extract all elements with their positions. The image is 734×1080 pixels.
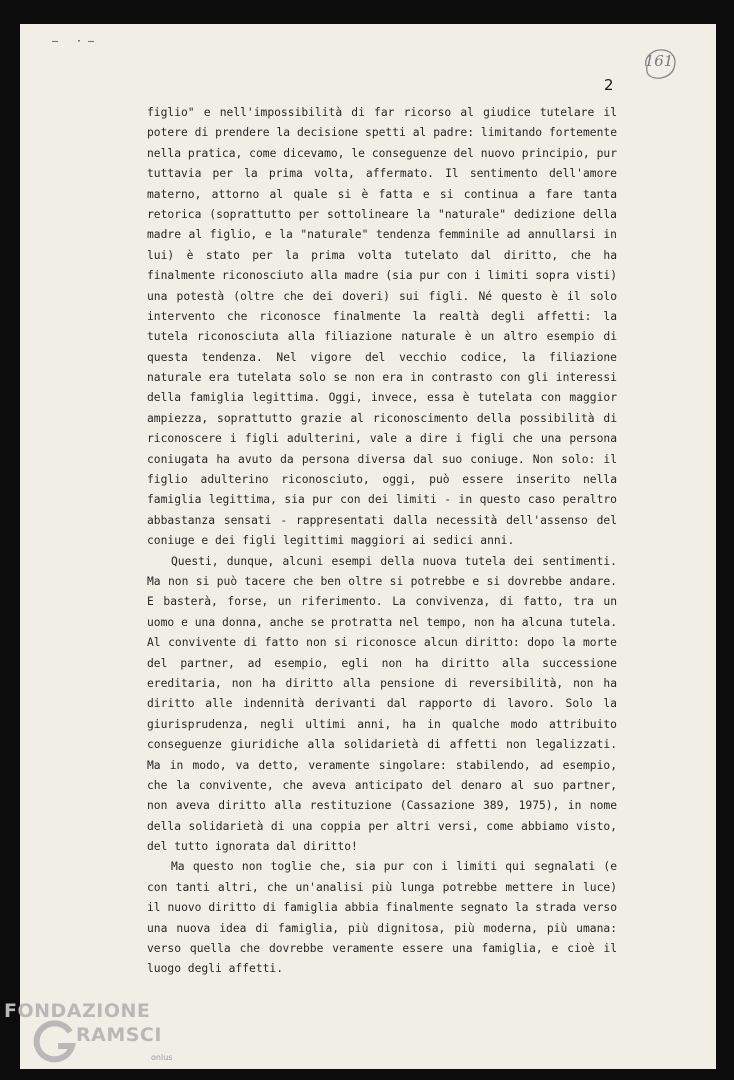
text-line: coniugata ha avuto da persona diversa dal suo coniuge. Non solo: il	[147, 452, 617, 466]
text-line: Questi, dunque, alcuni esempi della nuova tutela dei sentimenti.	[171, 554, 617, 568]
watermark-g-logo-icon	[32, 1020, 78, 1066]
corner-marks: – ·–	[52, 36, 101, 47]
body-text	[147, 103, 617, 980]
text-line: una potestà (oltre che dei doveri) sui figli. Né questo è il solo	[147, 289, 617, 303]
text-line: Al convivente di fatto non si riconosce alcun diritto: dopo la morte	[147, 636, 617, 650]
text-line: finalmente riconosciuto alla madre (sia pur con i limiti sopra visti)	[147, 269, 617, 283]
text-line: che la convivente, che aveva anticipato del denaro al suo partner,	[147, 778, 617, 792]
text-line: del tutto ignorata dal diritto!	[147, 840, 358, 854]
text-line: il nuovo diritto di famiglia abbia finalmente segnato la strada verso	[147, 901, 617, 915]
text-line: ampiezza, soprattutto grazie al riconoscimento della possibilità di	[147, 411, 617, 425]
text-line: nella pratica, come dicevamo, le conseguenze del nuovo principio, pur	[147, 146, 617, 160]
text-line: tutela riconosciuta alla filiazione naturale è un altro esempio di	[147, 330, 617, 344]
text-line: coniuge e dei figli legittimi maggiori ai sedici anni.	[147, 534, 515, 548]
text-line: Ma non si può tacere che ben oltre si potrebbe e si dovrebbe andare.	[147, 574, 617, 588]
document-page	[20, 24, 716, 1069]
text-line: verso quella che dovrebbe veramente essere una famiglia, e cioè il	[147, 942, 617, 956]
text-line: questa tendenza. Nel vigore del vecchio codice, la filiazione	[147, 350, 617, 364]
text-line: della famiglia legittima. Oggi, invece, essa è tutelata con maggior	[147, 391, 617, 405]
text-line: Ma questo non toglie che, sia pur con i limiti qui segnalati (e	[171, 860, 617, 874]
text-line: potere di prendere la decisione spetti al padre: limitando fortemente	[147, 126, 617, 140]
text-line: naturale era tutelata solo se non era in contrasto con gli interessi	[147, 371, 617, 385]
text-line: retorica (soprattutto per sottolineare la "naturale" dedizione della	[147, 207, 617, 221]
text-line: non aveva diritto alla restituzione (Cassazione 389, 1975), in nome	[147, 799, 617, 813]
watermark-line2: RAMSCI	[76, 1024, 162, 1046]
archive-watermark	[4, 1000, 204, 1080]
text-line: una nuova idea di famiglia, più dignitosa, più moderna, più umana:	[147, 921, 617, 935]
text-line: intervento che riconosce finalmente la realtà degli affetti: la	[147, 309, 617, 323]
text-line: riconoscere i figli adulterini, vale a dire i figli che una persona	[147, 432, 617, 446]
text-line: con tanti altri, che un'analisi più lunga potrebbe mettere in luce)	[147, 880, 617, 894]
text-line: Ma in modo, va detto, veramente singolare: stabilendo, ad esempio,	[147, 758, 617, 772]
text-line: materno, attorno al quale si è fatta e si continua a fare tanta	[147, 187, 617, 201]
text-line: lui) è stato per la prima volta tutelato dal diritto, che ha	[147, 248, 617, 262]
text-line: ereditaria, non ha diritto alla pensione di reversibilità, non ha	[147, 676, 617, 690]
text-line: E basterà, forse, un riferimento. La convivenza, di fatto, tra un	[147, 595, 617, 609]
text-line: figlio adulterino riconosciuto, oggi, può essere inserito nella	[147, 473, 617, 487]
text-line: figlio" e nell'impossibilità di far ricorso al giudice tutelare il	[147, 106, 617, 119]
text-line: uomo e una donna, anche se protratta nel tempo, non ha alcuna tutela.	[147, 615, 617, 629]
text-line: della solidarietà di una coppia per altri versi, come abbiamo visto,	[147, 819, 617, 833]
text-line: conseguenze giuridiche alla solidarietà di affetti non legalizzati.	[147, 738, 617, 752]
text-line: del partner, ad esempio, egli non ha diritto alla successione	[147, 656, 617, 670]
text-line: famiglia legittima, sia pur con dei limiti - in questo caso peraltro	[147, 493, 617, 507]
text-line: giurisprudenza, negli ultimi anni, ha in qualche modo attribuito	[147, 717, 617, 731]
folio-number: 161	[644, 52, 674, 70]
text-line: madre al figlio, e la "naturale" tendenza femminile ad annullarsi in	[147, 228, 617, 242]
text-line: luogo degli affetti.	[147, 962, 284, 976]
watermark-line1: FONDAZIONE	[4, 1000, 151, 1022]
text-line: diritto alle indennità derivanti dal rapporto di lavoro. Solo la	[147, 697, 617, 711]
page-number: 2	[604, 76, 614, 94]
text-line: abbastanza sensati - rappresentati dalla necessità dell'assenso del	[147, 513, 617, 527]
text-line: tuttavia per la prima volta, affermato. Il sentimento dell'amore	[147, 167, 617, 181]
watermark-suffix: onlus	[151, 1053, 173, 1062]
